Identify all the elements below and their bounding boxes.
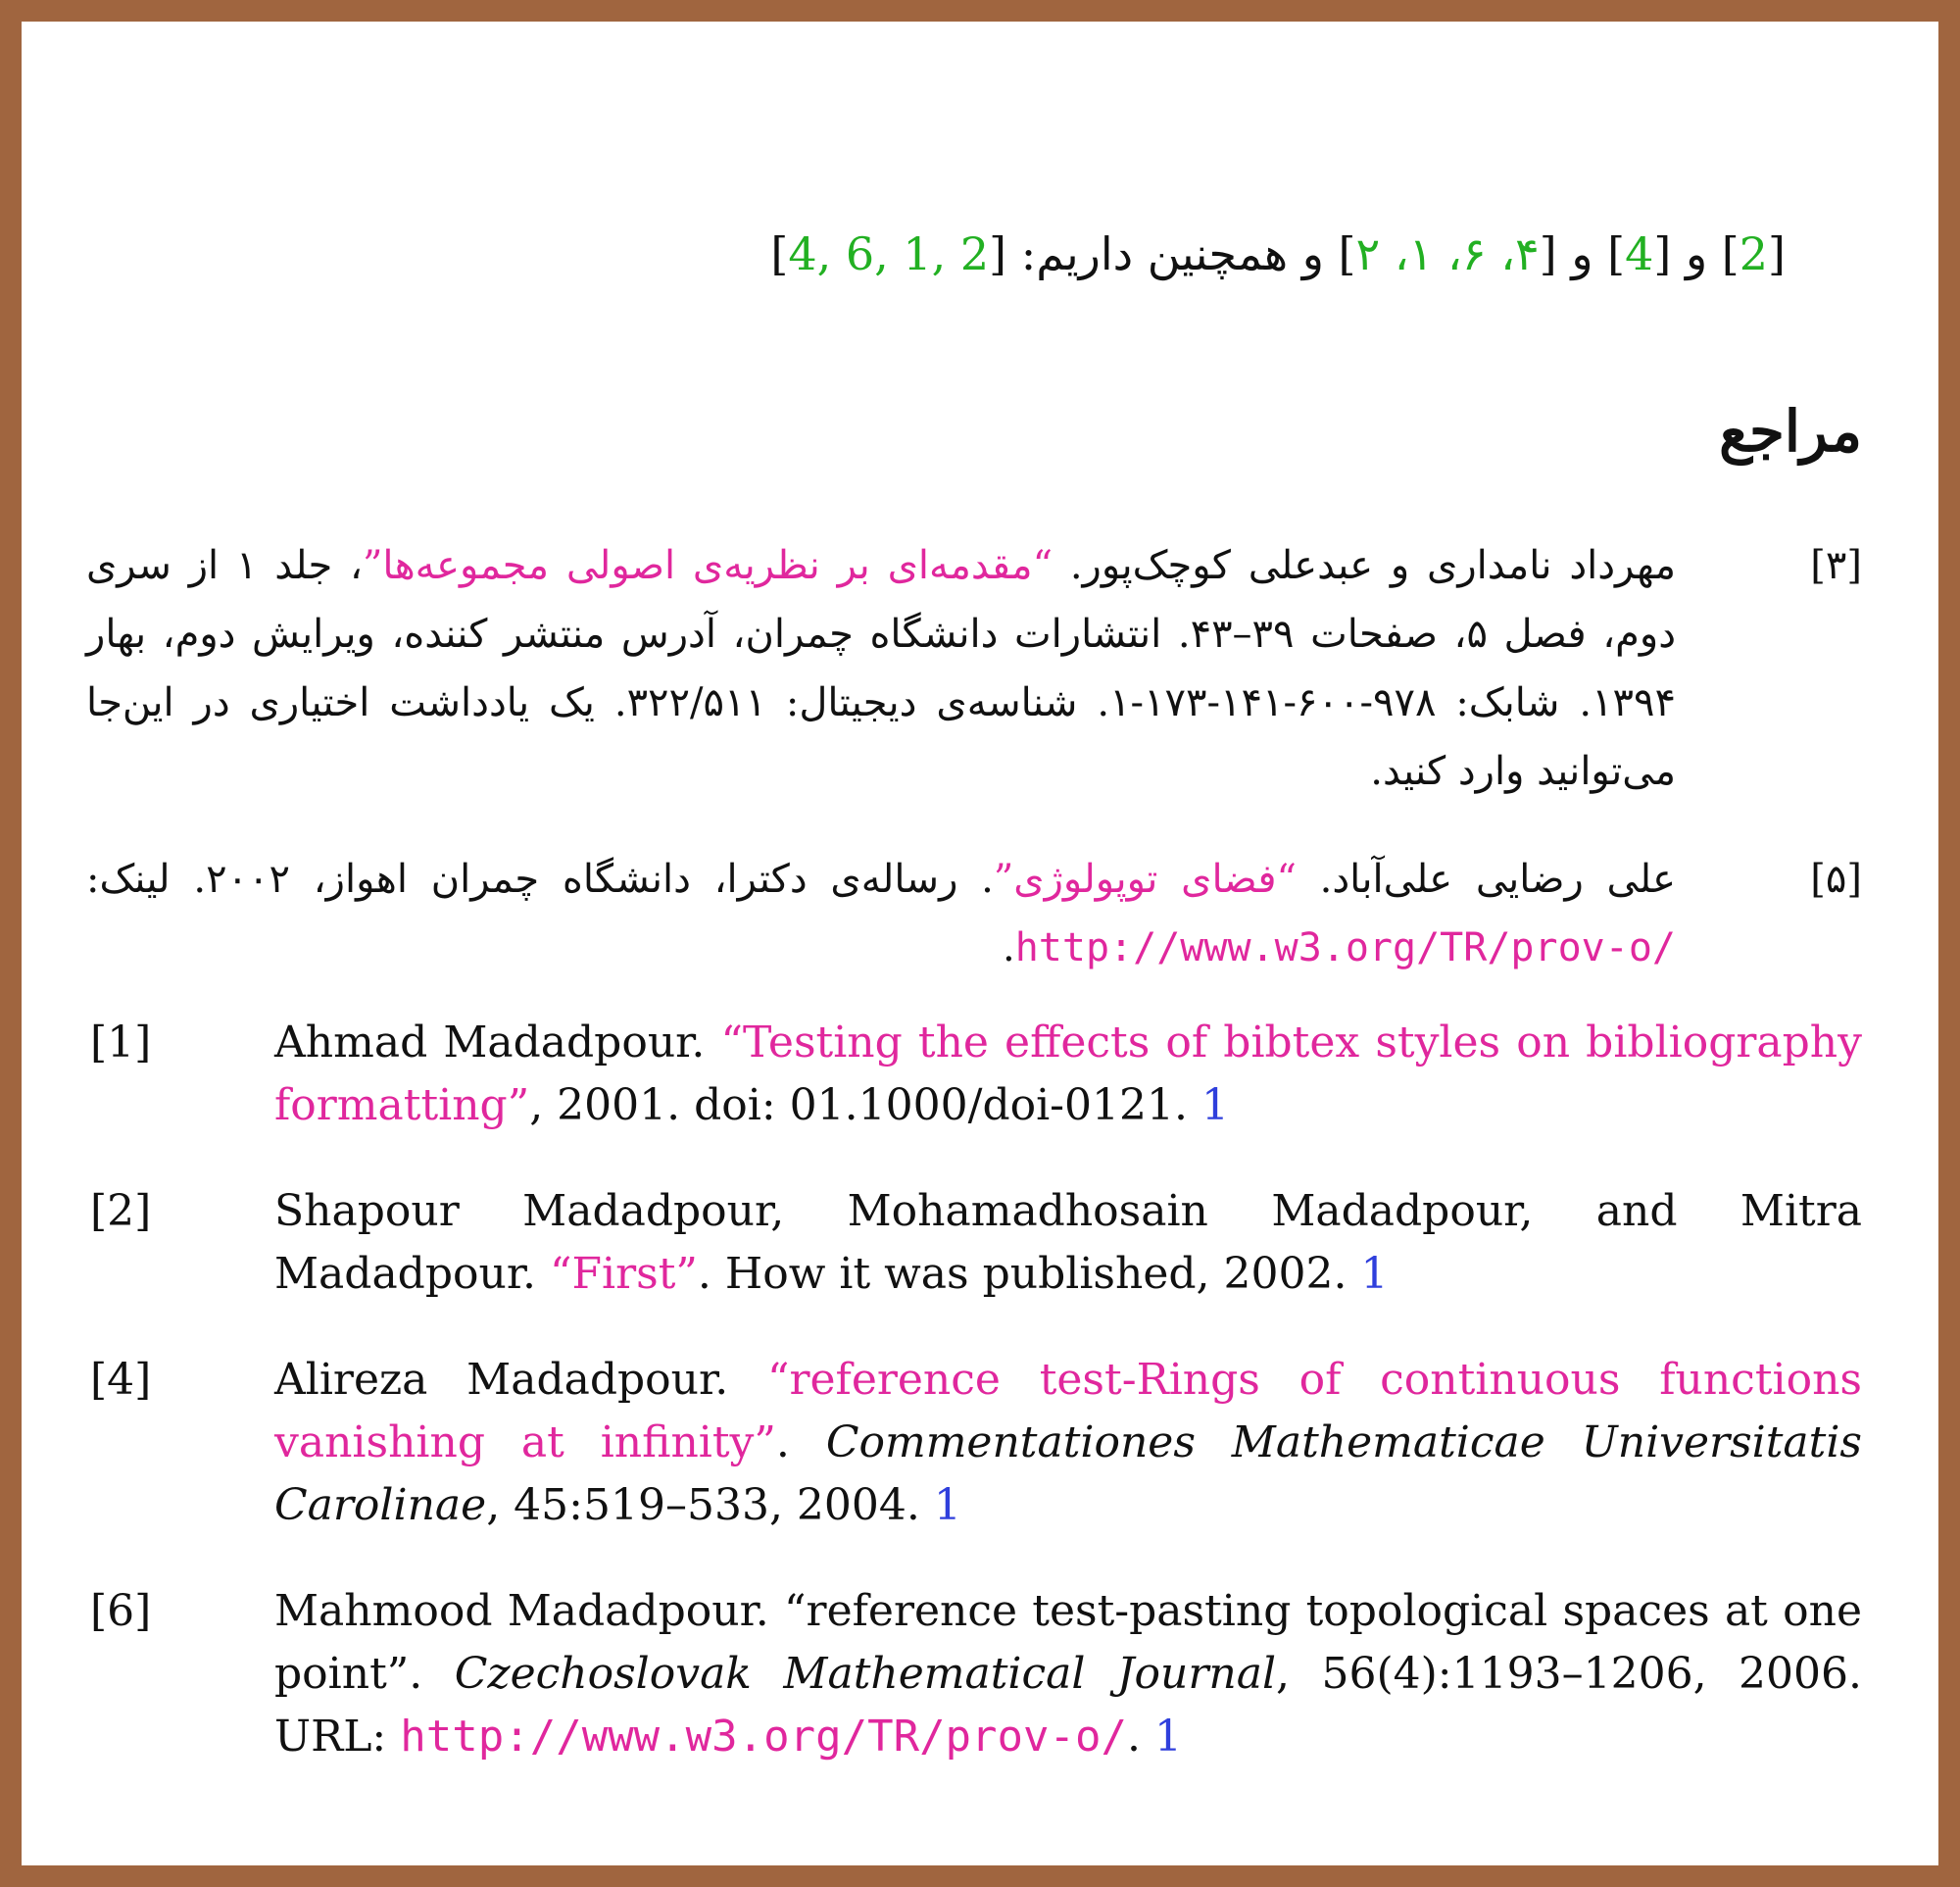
reference-authors: مهرداد نامداری و عبدعلی کوچک‌پور. (1069, 543, 1676, 588)
reference-label: [2] (90, 1186, 152, 1236)
reference-entry-1 (90, 1012, 1862, 1137)
reference-details: . How it was published, 2002. (697, 1249, 1348, 1299)
backref-link[interactable]: 1 (1360, 1249, 1389, 1299)
reference-text (274, 1180, 1862, 1306)
backref-link[interactable]: 1 (1154, 1712, 1182, 1762)
reference-text (274, 1012, 1862, 1137)
reference-title: “First” (550, 1249, 698, 1299)
reference-details: , 56(4):1193–1206, 2006. URL: (274, 1649, 1862, 1762)
cite-links-persian[interactable]: ۴، ۶، ۱، ۲ (1355, 227, 1540, 280)
cite-link-4[interactable]: 4 (1625, 227, 1654, 280)
document-page (22, 22, 1938, 1865)
reference-label: [۵] (1810, 857, 1862, 902)
cite-text: ] و [ (1653, 227, 1740, 280)
reference-title: “فضای توپولوژی” (993, 857, 1297, 902)
cite-link-2[interactable]: 2 (1739, 227, 1769, 280)
reference-label: [1] (90, 1018, 152, 1068)
reference-punct: . (775, 1417, 790, 1467)
reference-authors: Mahmood Madadpour. (274, 1586, 769, 1636)
reference-end: . (1002, 925, 1015, 970)
reference-punct: . (409, 1649, 423, 1699)
reference-text (86, 531, 1676, 806)
cite-bracket: ] (770, 227, 789, 280)
cite-text: ] و همچنین داریم: [ (989, 227, 1356, 280)
reference-title: “reference test-pasting topological spaces at one point” (274, 1586, 1862, 1699)
reference-title: “reference test-Rings of continuous functions vanishing at infinity” (274, 1355, 1862, 1467)
reference-authors: Alireza Madadpour. (274, 1355, 729, 1405)
reference-journal: Commentationes Mathematicae Universitatis Carolinae (274, 1417, 1862, 1530)
cite-bracket: [ (1768, 227, 1786, 280)
reference-entry-fa-3 (86, 531, 1862, 806)
reference-details: , 2001. doi: 01.1000/doi-0121. (529, 1080, 1188, 1130)
cite-text: ] و [ (1539, 227, 1626, 280)
reference-title: “مقدمه‌ای بر نظریه‌ی اصولی مجموعه‌ها” (362, 543, 1054, 588)
reference-text (274, 1580, 1862, 1768)
reference-label: [۳] (1810, 543, 1862, 588)
reference-authors: علی رضایی علی‌آباد. (1319, 857, 1676, 902)
reference-entry-6 (90, 1580, 1862, 1768)
citation-line (770, 220, 1786, 288)
reference-label: [6] (90, 1586, 152, 1636)
reference-label: [4] (90, 1355, 152, 1405)
reference-end: . (1127, 1712, 1141, 1762)
cite-links-latin[interactable]: 4, 6, 1, 2 (788, 227, 990, 280)
reference-details: , 45:519–533, 2004. (486, 1480, 920, 1530)
reference-url-link[interactable]: http://www.w3.org/TR/prov-o/ (1014, 925, 1676, 970)
reference-entry-fa-5 (86, 845, 1862, 982)
backref-link[interactable]: 1 (1201, 1080, 1229, 1130)
backref-link[interactable]: 1 (933, 1480, 961, 1530)
reference-details: . رساله‌ی دکترا، دانشگاه چمران اهواز، ۲۰۰۲. لینک: (86, 857, 994, 902)
reference-journal: Czechoslovak Mathematical Journal (454, 1649, 1277, 1699)
reference-entry-2 (90, 1180, 1862, 1306)
reference-title: “Testing the effects of bibtex styles on bibliography formatting” (274, 1018, 1862, 1130)
reference-url-link[interactable]: http://www.w3.org/TR/prov-o/ (400, 1712, 1127, 1762)
reference-authors: Shapour Madadpour, Mohamadhosain Madadpour, and Mitra Madadpour. (274, 1186, 1862, 1299)
reference-text (86, 845, 1676, 982)
reference-text (274, 1349, 1862, 1537)
reference-details: ، جلد ۱ از سری دوم، فصل ۵، صفحات ۳۹–۴۳. انتشارات دانشگاه چمران، آدرس منتشر کننده، ویرایش دوم، بهار ۱۳۹۴. شابک: ۹۷۸-۶۰۰-۱۴۱-۱۷۳-۱. شناسه‌ی دیجیتال: ۳۲۲/۵۱۱. یک یادداشت اختیاری در این‌جا می‌توانید وارد کنید. (86, 543, 1677, 794)
references-heading: مراجع (1719, 398, 1862, 465)
reference-authors: Ahmad Madadpour. (274, 1018, 706, 1068)
reference-entry-4 (90, 1349, 1862, 1537)
